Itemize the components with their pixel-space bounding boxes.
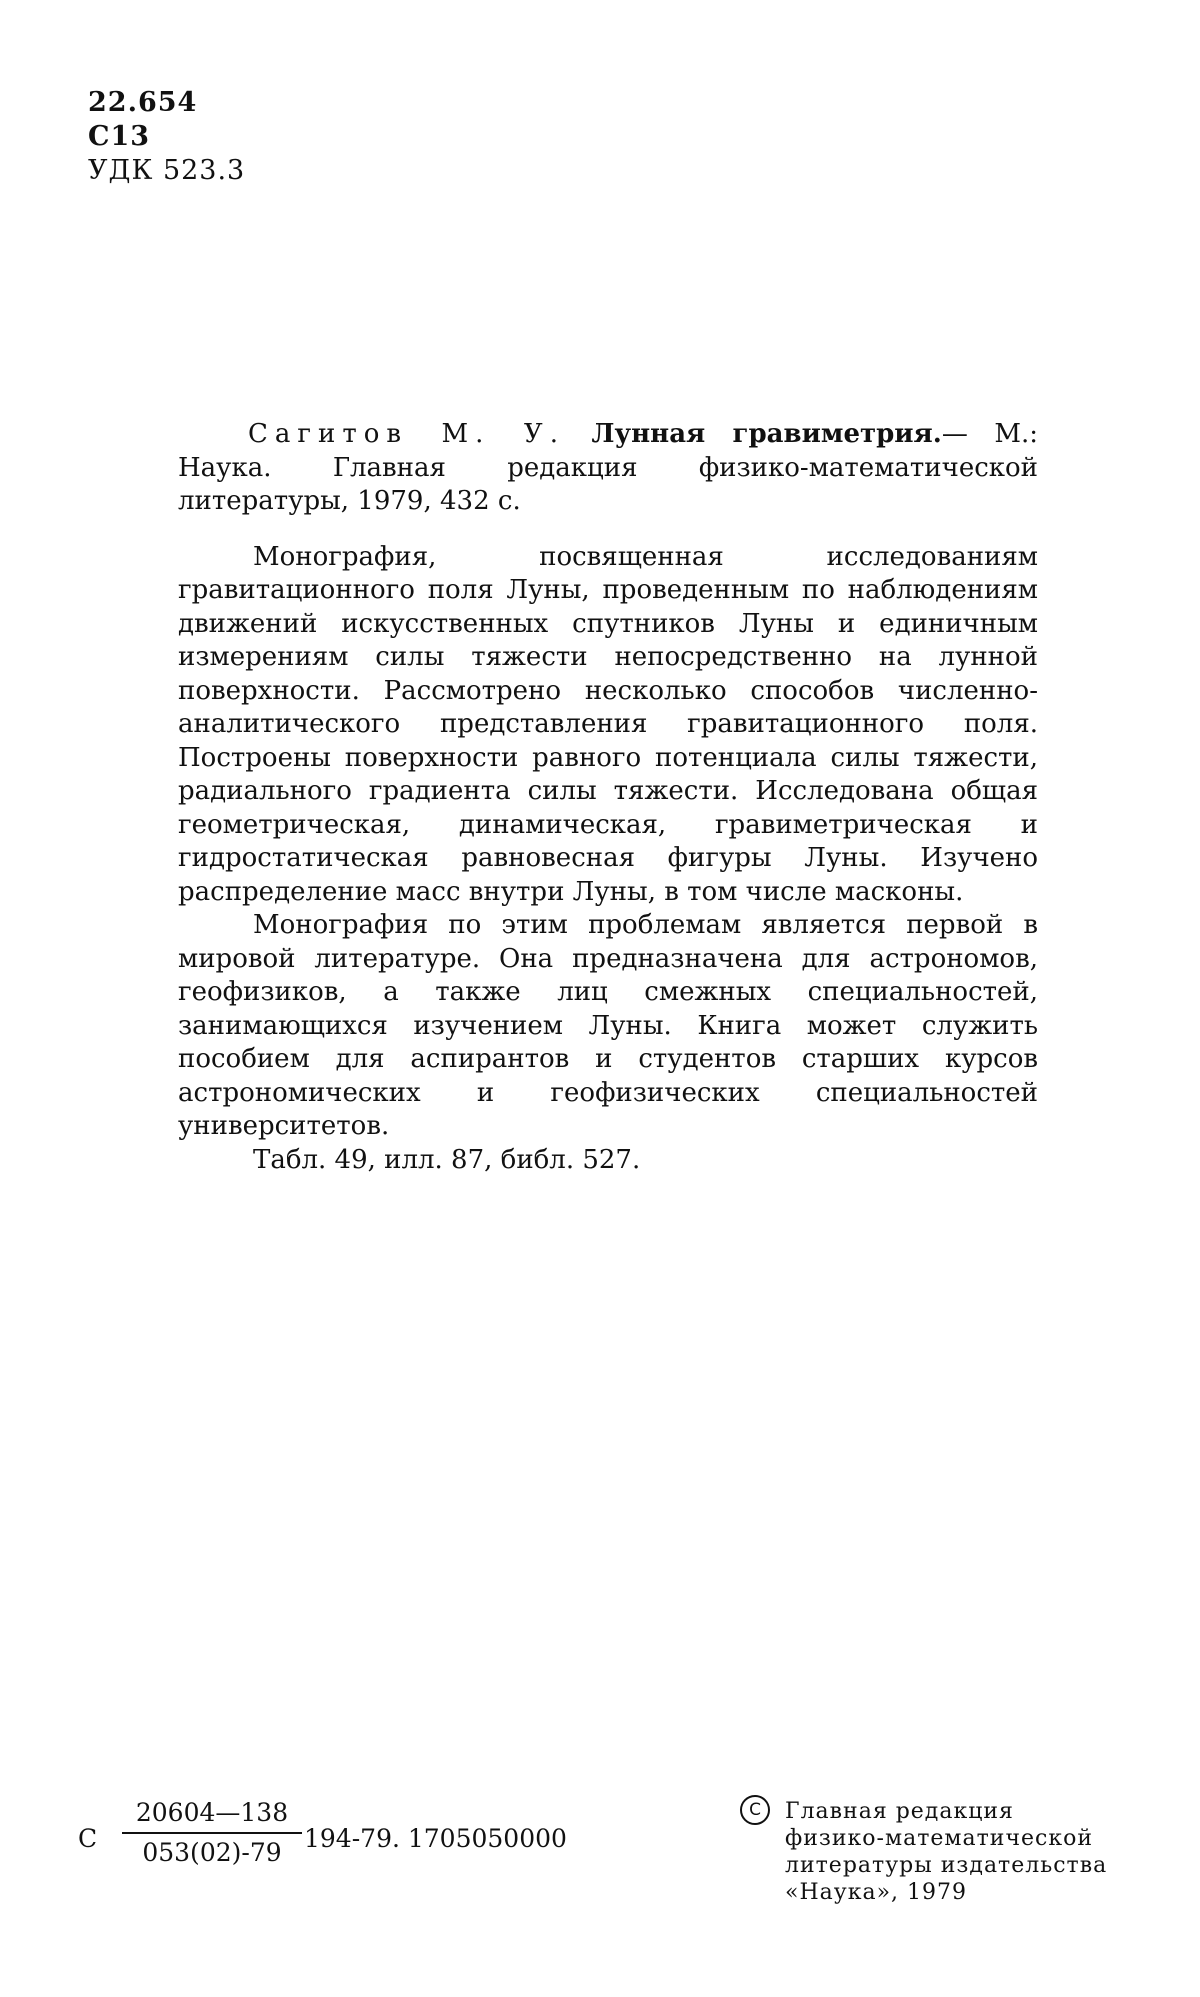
index-number: 194-79. 1705050000 [304,1824,567,1853]
bibliographic-citation [178,418,1038,519]
index-fraction [122,1796,302,1870]
copyright-text [785,1798,1107,1906]
classification-block [88,86,245,188]
index-letter: С [78,1824,98,1853]
copyright-line: физико-математической [785,1826,1093,1851]
annotation-block [178,418,1038,1177]
copyright-line: «Наука», 1979 [785,1880,968,1905]
copyright-line: Главная редакция [785,1799,1014,1824]
copyright-icon: C [740,1795,770,1825]
copyright-line: литературы издательства [785,1853,1108,1878]
bbk-index: 22.654 [88,87,198,118]
index-numerator: 20604—138 [135,1798,289,1827]
udc-index: УДК 523.3 [88,155,246,186]
citation-author: Сагитов М. У. [248,419,565,449]
author-code: С13 [88,121,151,152]
fraction-bar [122,1832,302,1834]
abstract-paragraph-2: Монография по этим проблемам является первой в мировой литературе. Она предназначена для астрономов, геофизиков, а также лиц смежных специальностей, занимающихся изучением Луны. Книга может служить пособием для аспирантов и студентов старших курсов астрономических и геофизических специальностей университетов. [178,910,1038,1141]
citation-rest: — М.: Наука. Главная редакция физико-математической литературы, 1979, 432 с. [178,419,1038,516]
abstract-paragraph-1: Монография, посвященная исследованиям гравитационного поля Луны, проведенным по наблюдениям движений искусственных спутников Луны и единичным измерениям силы тяжести непосредственно на лунной поверхности. Рассмотрено несколько способов численно-аналитического представления гравитационного поля. Построены поверхности равного потенциала силы тяжести, радиального градиента силы тяжести. Исследована общая геометрическая, динамическая, гравиметрическая и гидростатическая равновесная фигуры Луны. Изучено распределение масс внутри Луны, в том числе масконы. [178,541,1038,907]
publication-index [78,1796,598,1886]
index-denominator: 053(02)-79 [142,1838,282,1867]
citation-title: Лунная гравиметрия. [591,419,942,449]
abstract-stats: Табл. 49, илл. 87, библ. 527. [253,1144,641,1175]
